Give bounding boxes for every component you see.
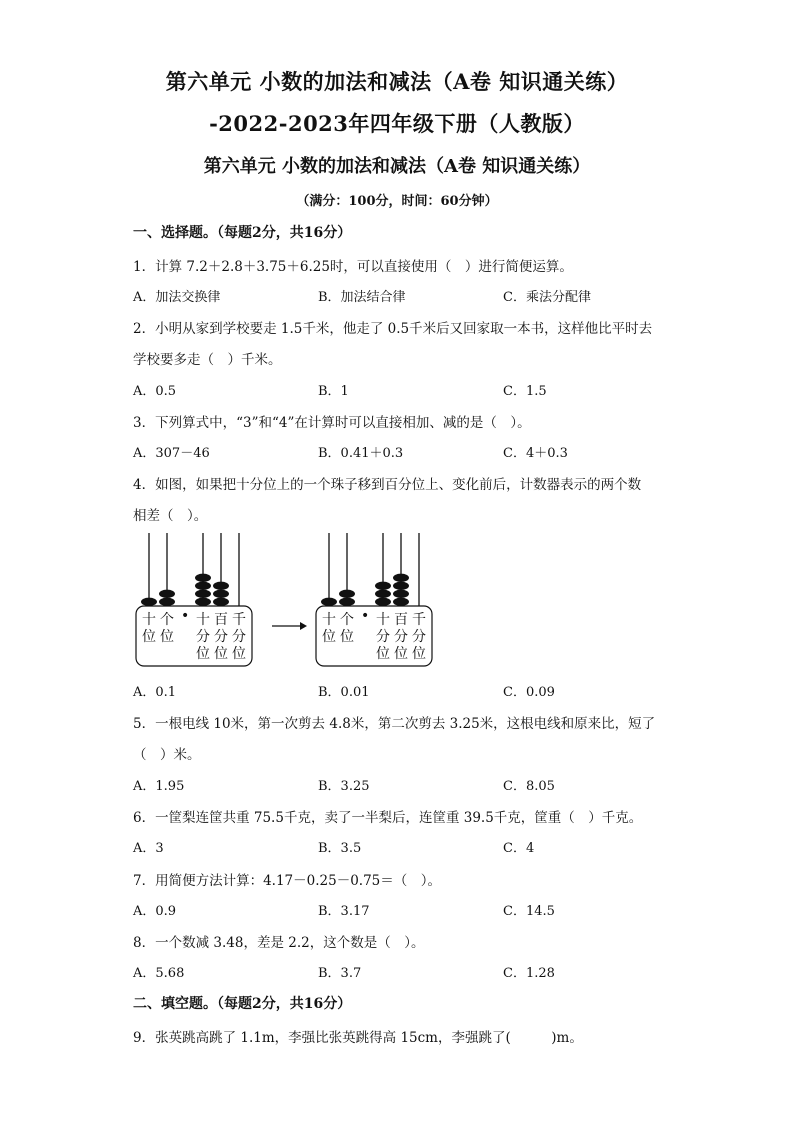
after-bead [375, 598, 391, 606]
before-bead [159, 590, 175, 598]
question-3: 3．下列算式中，“3”和“4”在计算时可以直接相加、减的是（ ）。 [133, 415, 531, 431]
after-bead [339, 590, 355, 598]
question-8: 8．一个数减 3.48，差是 2.2，这个数是（ ）。 [133, 935, 425, 951]
title-line-2: -2022-2023年四年级下册（人教版） [209, 111, 585, 136]
q7-option-a: A．0.9 [133, 904, 177, 919]
q8-option-b: B．3.7 [318, 966, 362, 981]
question-6: 6．一筐梨连筐共重 75.5千克，卖了一半梨后，连筐重 39.5千克，筐重（ ）千克。 [133, 810, 643, 826]
label-wei: 位 [394, 646, 408, 662]
label-fen: 分 [196, 629, 210, 645]
q4-option-b: B．0.01 [318, 685, 370, 700]
after-bead [393, 598, 409, 606]
q2-option-a: A．0.5 [133, 384, 177, 399]
before-bead [159, 598, 175, 606]
question-5-line-2: （ ）米。 [133, 747, 201, 763]
question-4-line-2: 相差（ ）。 [133, 508, 208, 524]
label-hundredth: 百 [214, 612, 228, 628]
q1-option-c: C．乘法分配律 [503, 290, 591, 305]
after-bead [375, 582, 391, 590]
label-wei: 位 [232, 646, 246, 662]
q3-option-b: B．0.41＋0.3 [318, 446, 404, 461]
q7-option-c: C．14.5 [503, 904, 555, 919]
abacus-after [316, 533, 432, 666]
q5-option-a: A．1.95 [133, 779, 185, 794]
section-choice-heading: 一、选择题。（每题2分，共16分） [133, 225, 352, 241]
label-one: 个 [340, 612, 354, 628]
question-1: 1．计算 7.2＋2.8＋3.75＋6.25时，可以直接使用（ ）进行简便运算。 [133, 259, 573, 275]
after-bead [339, 598, 355, 606]
before-bead [195, 598, 211, 606]
label-fen: 分 [232, 629, 246, 645]
after-bead [393, 590, 409, 598]
abacus-before [136, 533, 252, 666]
q8-option-a: A．5.68 [133, 966, 185, 981]
label-wei: 位 [340, 629, 354, 645]
label-tenth: 十 [196, 612, 210, 628]
label-wei: 位 [322, 629, 336, 645]
before-bead [213, 582, 229, 590]
label-thousandth: 千 [412, 612, 426, 628]
label-tenth: 十 [376, 612, 390, 628]
label-fen: 分 [394, 629, 408, 645]
label-fen: 分 [376, 629, 390, 645]
score-info: （满分：100分，时间：60分钟） [296, 194, 498, 209]
decimal-point: • [181, 608, 190, 624]
after-bead [393, 582, 409, 590]
q7-option-b: B．3.17 [318, 904, 370, 919]
after-bead [321, 598, 337, 606]
label-fen: 分 [214, 629, 228, 645]
after-bead [393, 574, 409, 582]
label-wei: 位 [376, 646, 390, 662]
q3-option-c: C．4＋0.3 [503, 446, 568, 461]
subtitle: 第六单元 小数的加法和减法（A卷 知识通关练） [203, 156, 591, 177]
q4-option-a: A．0.1 [133, 685, 177, 700]
label-wei: 位 [160, 629, 174, 645]
question-9: 9．张英跳高跳了 1.1m，李强比张英跳得高 15cm，李强跳了( )m。 [133, 1030, 583, 1046]
q6-option-a: A．3 [133, 841, 164, 856]
label-one: 个 [160, 612, 174, 628]
title-line-1: 第六单元 小数的加法和减法（A卷 知识通关练） [165, 69, 629, 94]
label-ten: 十 [142, 612, 156, 628]
label-thousandth: 千 [232, 612, 246, 628]
after-bead [375, 590, 391, 598]
q1-option-b: B．加法结合律 [318, 290, 406, 305]
decimal-point: • [361, 608, 370, 624]
before-bead [195, 582, 211, 590]
q5-option-b: B．3.25 [318, 779, 370, 794]
label-hundredth: 百 [394, 612, 408, 628]
before-bead [213, 590, 229, 598]
before-bead [141, 598, 157, 606]
transition-arrow [272, 622, 307, 630]
before-bead [195, 590, 211, 598]
q1-option-a: A．加法交换律 [133, 290, 221, 305]
q5-option-c: C．8.05 [503, 779, 555, 794]
before-bead [213, 598, 229, 606]
question-4-line-1: 4．如图，如果把十分位上的一个珠子移到百分位上、变化前后，计数器表示的两个数 [133, 477, 642, 493]
q4-option-c: C．0.09 [503, 685, 555, 700]
question-7: 7．用简便方法计算：4.17－0.25－0.75＝（ ）。 [133, 873, 442, 889]
q2-option-b: B．1 [318, 384, 349, 399]
section-fill-heading: 二、填空题。（每题2分，共16分） [133, 996, 352, 1012]
q3-option-a: A．307－46 [133, 446, 210, 461]
q6-option-c: C．4 [503, 841, 535, 856]
label-wei: 位 [196, 646, 210, 662]
question-5-line-1: 5．一根电线 10米，第一次剪去 4.8米，第二次剪去 3.25米，这根电线和原来比，短了 [133, 716, 656, 732]
before-bead [195, 574, 211, 582]
q6-option-b: B．3.5 [318, 841, 362, 856]
q8-option-c: C．1.28 [503, 966, 555, 981]
label-ten: 十 [322, 612, 336, 628]
label-wei: 位 [412, 646, 426, 662]
label-wei: 位 [214, 646, 228, 662]
label-wei: 位 [142, 629, 156, 645]
question-2-line-2: 学校要多走（ ）千米。 [133, 352, 282, 368]
abacus-figure [130, 528, 440, 670]
q2-option-c: C．1.5 [503, 384, 547, 399]
label-fen: 分 [412, 629, 426, 645]
question-2-line-1: 2．小明从家到学校要走 1.5千米，他走了 0.5千米后又回家取一本书，这样他比平时去 [133, 321, 653, 337]
